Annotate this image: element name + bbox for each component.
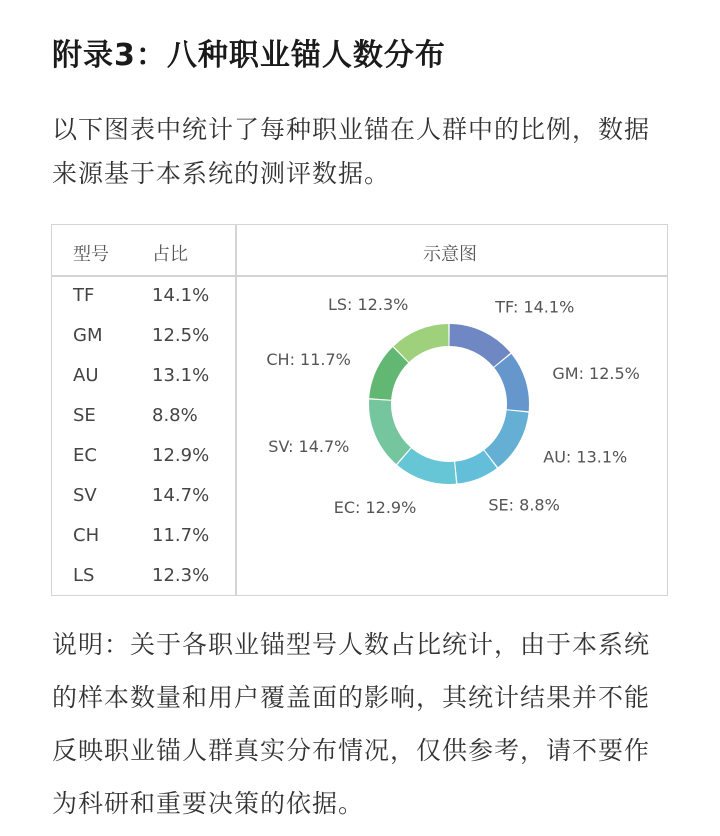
row-ratio-au: 13.1%	[152, 365, 210, 386]
row-ratio-ls: 12.3%	[152, 565, 210, 586]
label-ec: EC: 12.9%	[333, 497, 417, 517]
row-ratio-sv: 14.7%	[152, 485, 210, 506]
slice-ls	[394, 324, 449, 362]
row-type-au: AU	[73, 365, 99, 386]
label-ls: LS: 12.3%	[327, 294, 409, 314]
intro-paragraph: 以下图表中统计了每种职业锚在人群中的比例，数据来源基于本系统的测评数据。	[52, 115, 651, 188]
row-type-tf: TF	[73, 285, 95, 306]
row-type-sv: SV	[73, 485, 97, 506]
donut-chart	[237, 277, 665, 593]
row-ratio-ec: 12.9%	[152, 445, 210, 466]
slice-au	[484, 410, 528, 467]
slice-gm	[494, 354, 529, 411]
label-gm: GM: 12.5%	[552, 363, 640, 383]
footnote-paragraph: 说明：关于各职业锚型号人数占比统计，由于本系统的样本数量和用户覆盖面的影响，其统计结果并不能反映职业锚人群真实分布情况，仅供参考，请不要作为科研和重要决策的依据。	[52, 630, 651, 818]
row-ratio-se: 8.8%	[152, 405, 198, 426]
row-ratio-ch: 11.7%	[152, 525, 210, 546]
row-type-ls: LS	[73, 565, 95, 586]
label-tf: TF: 14.1%	[495, 297, 575, 317]
row-type-se: SE	[73, 405, 96, 426]
header-ratio: 占比	[152, 244, 188, 265]
page-heading: 附录3：八种职业锚人数分布	[52, 38, 446, 73]
row-ratio-gm: 12.5%	[152, 325, 210, 346]
label-se: SE: 8.8%	[488, 495, 560, 515]
distribution-table	[51, 224, 668, 596]
label-au: AU: 13.1%	[543, 447, 628, 467]
header-type: 型号	[73, 244, 109, 265]
label-sv: SV: 14.7%	[268, 436, 350, 456]
row-type-gm: GM	[73, 325, 103, 346]
slice-ec	[397, 448, 456, 484]
slice-sv	[369, 400, 411, 465]
row-type-ch: CH	[73, 525, 100, 546]
slice-tf	[450, 324, 511, 367]
row-type-ec: EC	[73, 445, 97, 466]
row-ratio-tf: 14.1%	[152, 285, 210, 306]
label-ch: CH: 11.7%	[266, 349, 351, 369]
header-chart: 示意图	[423, 244, 477, 265]
